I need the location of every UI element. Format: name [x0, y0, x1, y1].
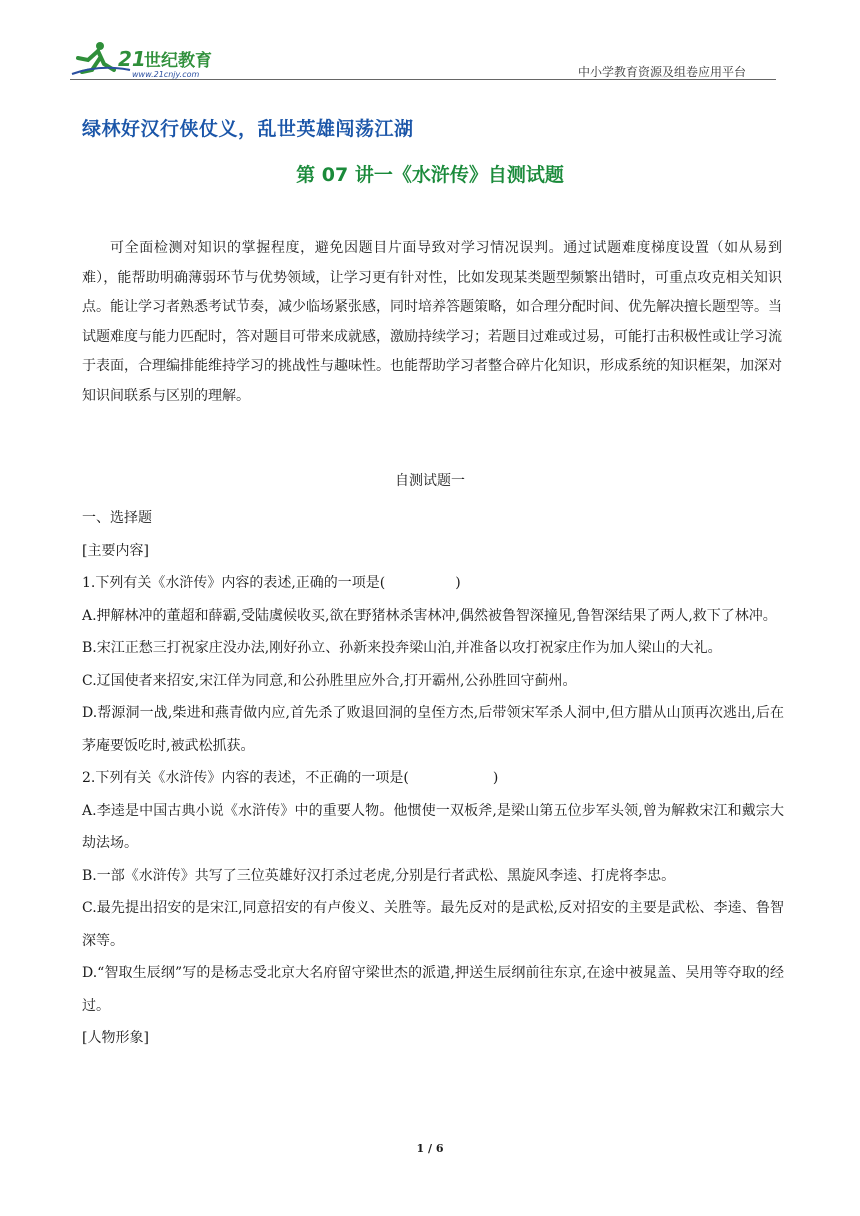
header-divider — [70, 79, 776, 80]
option-d: D.“智取生辰纲”写的是杨志受北京大名府留守梁世杰的派遣,押送生辰纲前往东京,在途中被晁盖、吴用等夺取的经过。 — [82, 965, 784, 1014]
option-b: B.一部《水浒传》共写了三位英雄好汉打杀过老虎,分别是行者武松、黑旋风李逵、打虎将李忠。 — [82, 867, 676, 884]
category-tag: [主要内容] — [82, 542, 149, 559]
question-stem — [82, 567, 784, 600]
document-title: 绿林好汉行侠仗义，乱世英雄闯荡江湖 — [82, 118, 414, 140]
question-stem — [82, 762, 784, 795]
brand-logo — [70, 40, 240, 80]
section-title: 自测试题一 — [395, 473, 465, 489]
option-c: C.最先提出招安的是宋江,同意招安的有卢俊义、关胜等。最先反对的是武松,反对招安的主要是武松、李逵、鲁智深等。 — [82, 900, 784, 949]
question-content — [82, 502, 784, 1055]
svg-text:21: 21 — [118, 47, 146, 71]
platform-tagline: 中小学教育资源及组卷应用平台 — [577, 65, 746, 79]
document-subtitle: 第 07 讲一《水浒传》自测试题 — [296, 164, 564, 186]
question-stem-text: 2.下列有关《水浒传》内容的表述，不正确的一项是( — [82, 770, 409, 786]
page-number: 1 / 6 — [416, 1142, 444, 1155]
part-heading: 一、选择题 — [82, 510, 152, 526]
svg-text:世纪教育: 世纪教育 — [144, 51, 212, 71]
option-b: B.宋江正愁三打祝家庄没办法,刚好孙立、孙新来投奔梁山泊,并准备以攻打祝家庄作为加人梁山的大礼。 — [82, 640, 722, 656]
category-tag: [人物形象] — [82, 1030, 149, 1046]
option-a: A.李逵是中国古典小说《水浒传》中的重要人物。他惯使一双板斧,是梁山第五位步军头领,曾为解救宋江和戴宗大劫法场。 — [82, 802, 784, 851]
option-c: C.辽国使者来招安,宋江佯为同意,和公孙胜里应外合,打开霸州,公孙胜回守蓟州。 — [82, 672, 577, 689]
svg-text:www.21cnjy.com: www.21cnjy.com — [132, 70, 200, 79]
runner-logo-icon — [70, 40, 240, 80]
option-d: D.帮源洞一战,柴进和燕青做内应,首先杀了败退回洞的皇侄方杰,后带领宋军杀人洞中,但方腊从山顶再次逃出,后在茅庵要饭吃时,被武松抓获。 — [82, 705, 784, 754]
question-stem-close: ) — [455, 575, 461, 591]
intro-paragraph: 可全面检测对知识的掌握程度，避免因题目片面导致对学习情况误判。通过试题难度梯度设置（如从易到难），能帮助明确薄弱环节与优势领域，让学习更有针对性，比如发现某类题型频繁出错时，可重点攻克相关知识点。能让学习者熟悉考试节奏，减少临场紧张感，同时培养答题策略，如合理分配时间、优先解决擅长题型等。当试题难度与能力匹配时，答对题目可带来成就感，激励持续学习；若题目过难或过易，可能打击积极性或让学习流于表面，合理编排能维持学习的挑战性与趣味性。也能帮助学习者整合碎片化知识，形成系统的知识框架，加深对知识间联系与区别的理解。 — [82, 240, 782, 404]
page-header — [70, 40, 776, 82]
option-a: A.押解林冲的董超和薛霸,受陆虞候收买,欲在野猪林杀害林冲,偶然被鲁智深撞见,鲁智深结果了两人,救下了林冲。 — [82, 607, 777, 624]
question-stem-close: ) — [492, 770, 499, 786]
question-stem-text: 1.下列有关《水浒传》内容的表述,正确的一项是( — [82, 575, 386, 591]
